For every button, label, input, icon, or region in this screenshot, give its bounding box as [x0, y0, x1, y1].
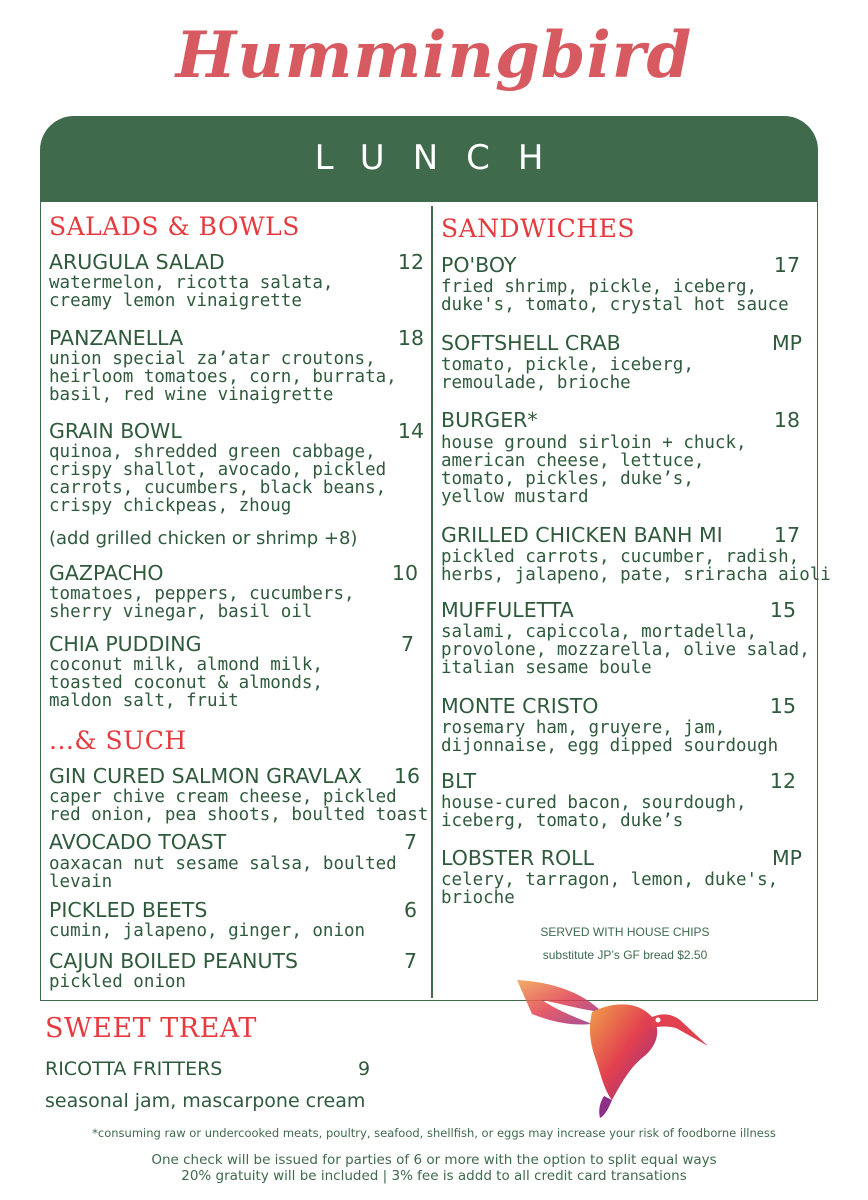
item-price: 15	[769, 598, 796, 622]
item-name: AVOCADO TOAST	[49, 830, 227, 854]
item-price: MP	[771, 846, 802, 870]
item-name: RICOTTA FRITTERS	[45, 1058, 223, 1080]
disclaimer: *consuming raw or undercooked meats, poultry, seafood, shellfish, or eggs may increase your risk of foodborne illness	[92, 1126, 776, 1140]
item-name: SOFTSHELL CRAB	[441, 331, 621, 355]
item-name: GIN CURED SALMON GRAVLAX	[49, 764, 363, 788]
item-name: MONTE CRISTO	[441, 694, 599, 718]
item-desc: pickled carrots, cucumber, radish, herbs, jalapeno, pate, sriracha aioli	[441, 547, 831, 585]
menu-title: LUNCH	[314, 138, 572, 178]
item-desc: salami, capiccola, mortadella, provolone, mozzarella, olive salad, italian sesame boule	[441, 622, 810, 678]
served-with-note: SERVED WITH HOUSE CHIPS	[540, 925, 710, 939]
item-price: 7	[403, 830, 417, 854]
item-desc: tomatoes, peppers, cucumbers, sherry vinegar, basil oil	[49, 584, 355, 622]
item-desc: union special za’atar croutons, heirloom tomatoes, corn, burrata, basil, red wine vinaigrette	[49, 349, 397, 405]
item-desc: fried shrimp, pickle, iceberg, duke's, tomato, crystal hot sauce	[441, 277, 789, 315]
item-price: 18	[773, 408, 800, 432]
item-price: 17	[773, 253, 800, 277]
addon-note: (add grilled chicken or shrimp +8)	[49, 528, 358, 549]
item-price: 12	[769, 769, 796, 793]
item-desc: quinoa, shredded green cabbage, crispy shallot, avocado, pickled carrots, cucumbers, black beans, crispy chickpeas, zhoug	[49, 442, 387, 516]
substitute-note: substitute JP’s GF bread $2.50	[542, 948, 708, 962]
item-price: 7	[400, 632, 414, 656]
item-price: 16	[393, 764, 420, 788]
item-name: CHIA PUDDING	[49, 632, 202, 656]
footer-line-1: One check will be issued for parties of 6 or more with the option to split equal ways	[151, 1152, 717, 1168]
item-name: BLT	[441, 769, 477, 793]
item-name: GRAIN BOWL	[49, 419, 182, 443]
item-price: 9	[358, 1058, 371, 1080]
footer-line-2: 20% gratuity will be included | 3% fee is addd to all credit card transations	[181, 1168, 687, 1184]
column-divider	[431, 206, 433, 998]
item-price: 6	[403, 898, 417, 922]
item-price: 17	[773, 523, 800, 547]
item-name: BURGER*	[441, 408, 538, 432]
item-desc: tomato, pickle, iceberg, remoulade, brioche	[441, 355, 694, 393]
item-name: GRILLED CHICKEN BANH MI	[441, 523, 723, 547]
item-name: PO'BOY	[441, 253, 517, 277]
item-name: PICKLED BEETS	[49, 898, 208, 922]
item-desc: house-cured bacon, sourdough, iceberg, tomato, duke’s	[441, 793, 747, 831]
item-desc: coconut milk, almond milk, toasted coconut & almonds, maldon salt, fruit	[49, 655, 323, 711]
item-desc: celery, tarragon, lemon, duke's, brioche	[441, 870, 779, 908]
item-desc: pickled onion	[49, 972, 186, 992]
item-price: 14	[397, 419, 424, 443]
section-title-sweet: SWEET TREAT	[45, 1013, 257, 1044]
item-name: PANZANELLA	[49, 326, 184, 350]
item-desc: rosemary ham, gruyere, jam, dijonnaise, egg dipped sourdough	[441, 718, 779, 756]
item-name: ARUGULA SALAD	[49, 250, 225, 274]
item-name: MUFFULETTA	[441, 598, 574, 622]
item-name: LOBSTER ROLL	[441, 846, 594, 870]
item-price: MP	[771, 331, 802, 355]
item-price: 18	[397, 326, 424, 350]
section-title-salads: SALADS & BOWLS	[49, 212, 300, 241]
item-price: 7	[403, 949, 417, 973]
item-price: 12	[397, 250, 424, 274]
item-desc: house ground sirloin + chuck, american cheese, lettuce, tomato, pickles, duke’s, yellow mustard	[441, 433, 747, 507]
item-price: 10	[391, 561, 418, 585]
item-name: CAJUN BOILED PEANUTS	[49, 949, 299, 973]
brand-logo: Hummingbird	[175, 18, 693, 93]
item-desc: oaxacan nut sesame salsa, boulted levain	[49, 854, 397, 892]
item-name: GAZPACHO	[49, 561, 164, 585]
item-price: 15	[769, 694, 796, 718]
hummingbird-illustration	[512, 972, 712, 1120]
section-title-such: ...& SUCH	[49, 726, 187, 755]
section-title-sandwiches: SANDWICHES	[441, 214, 635, 243]
item-desc: watermelon, ricotta salata, creamy lemon vinaigrette	[49, 273, 334, 311]
item-desc: seasonal jam, mascarpone cream	[45, 1090, 366, 1112]
item-desc: caper chive cream cheese, pickled red onion, pea shoots, boulted toast	[49, 787, 429, 825]
item-desc: cumin, jalapeno, ginger, onion	[49, 921, 366, 941]
